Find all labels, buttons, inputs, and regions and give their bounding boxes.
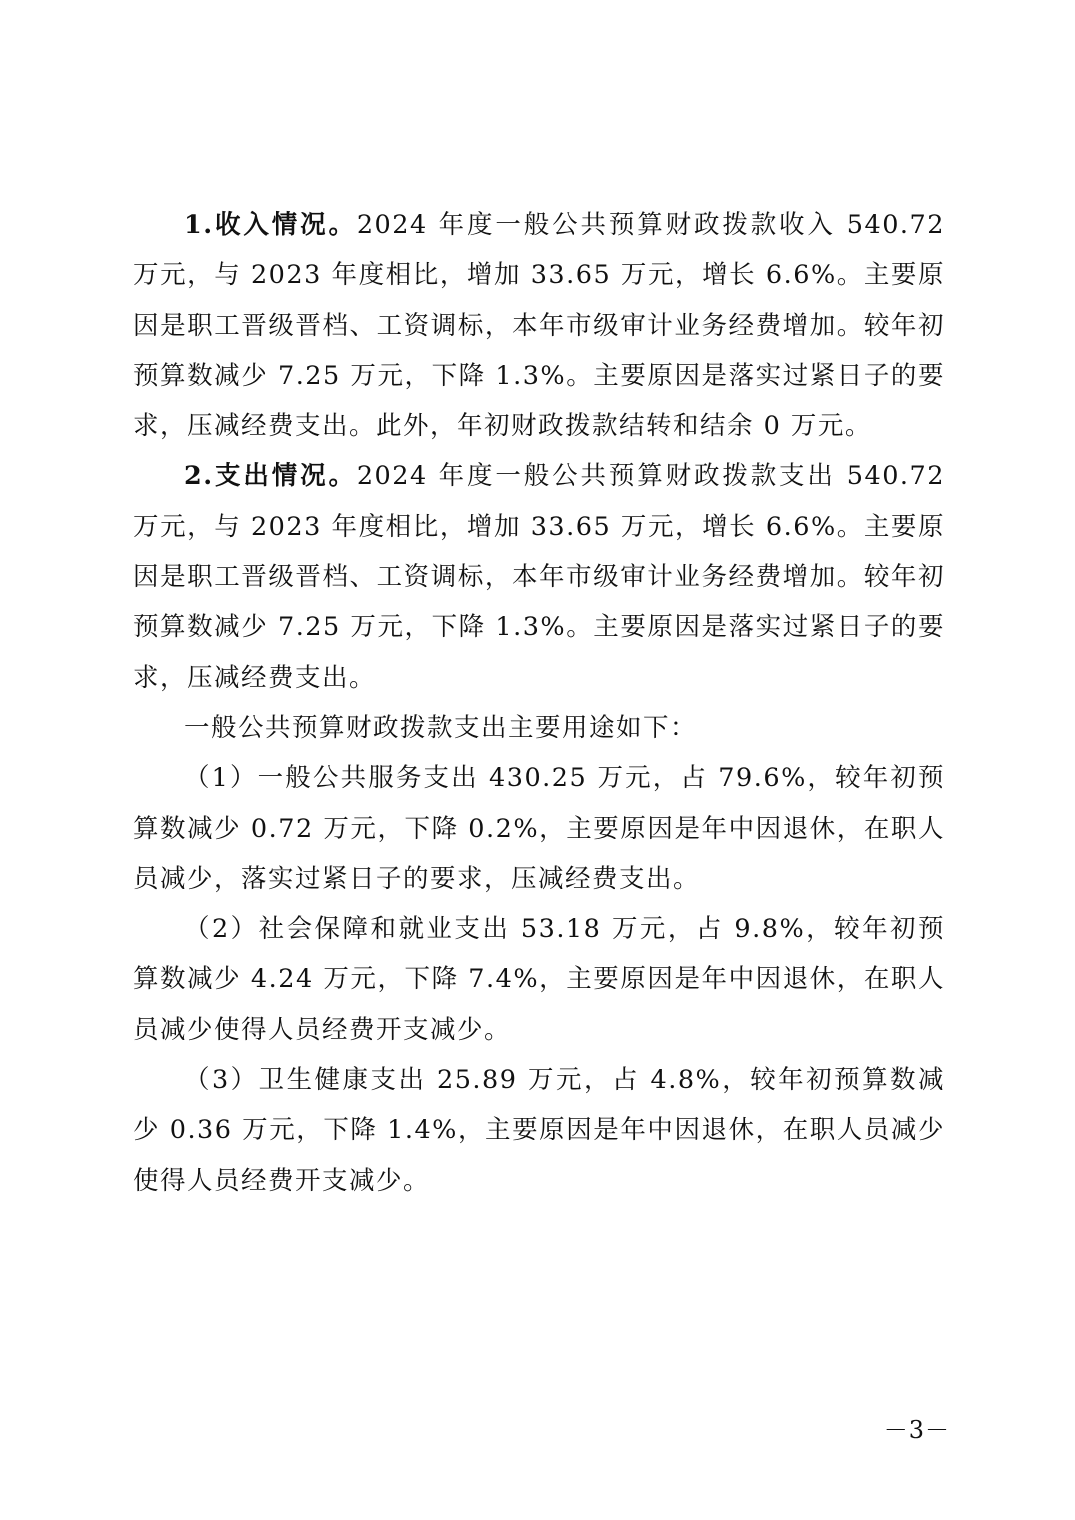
paragraph-item-1-text: （1）一般公共服务支出 430.25 万元，占 79.6%，较年初预算数减少 0.72 万元，下降 0.2%，主要原因是年中因退休，在职人员减少，落实过紧日子的要求，压减经费支出。 <box>133 763 945 894</box>
paragraph-uses-intro <box>133 703 945 753</box>
page-number: －3－ <box>883 1416 950 1444</box>
paragraph-income-text: 2024 年度一般公共预算财政拨款收入 540.72 万元，与 2023 年度相比，增加 33.65 万元，增长 6.6%。主要原因是职工晋级晋档、工资调标，本年市级审计业务经费增加。较年初预算数减少 7.25 万元，下降 1.3%。主要原因是落实过紧日子的要求，压减经费支出。此外，年初财政拨款结转和结余 0 万元。 <box>133 210 945 442</box>
paragraph-expenditure <box>133 451 945 702</box>
paragraph-item-2-text: （2）社会保障和就业支出 53.18 万元，占 9.8%，较年初预算数减少 4.24 万元，下降 7.4%，主要原因是年中因退休，在职人员减少使得人员经费开支减少。 <box>133 914 945 1045</box>
paragraph-uses-intro-text: 一般公共预算财政拨款支出主要用途如下： <box>184 712 698 743</box>
paragraph-income <box>133 200 945 451</box>
body-text <box>133 200 945 1206</box>
paragraph-expenditure-text: 2024 年度一般公共预算财政拨款支出 540.72 万元，与 2023 年度相比，增加 33.65 万元，增长 6.6%。主要原因是职工晋级晋档、工资调标，本年市级审计业务经费增加。较年初预算数减少 7.25 万元，下降 1.3%。主要原因是落实过紧日子的要求，压减经费支出。 <box>133 461 945 693</box>
paragraph-item-2 <box>133 904 945 1055</box>
heading-income: 1.收入情况。 <box>184 210 357 240</box>
heading-expenditure: 2.支出情况。 <box>184 461 357 492</box>
paragraph-item-3-text: （3）卫生健康支出 25.89 万元，占 4.8%，较年初预算数减少 0.36 万元，下降 1.4%，主要原因是年中因退休，在职人员减少使得人员经费开支减少。 <box>133 1065 945 1196</box>
paragraph-item-1 <box>133 753 945 904</box>
paragraph-item-3 <box>133 1055 945 1206</box>
